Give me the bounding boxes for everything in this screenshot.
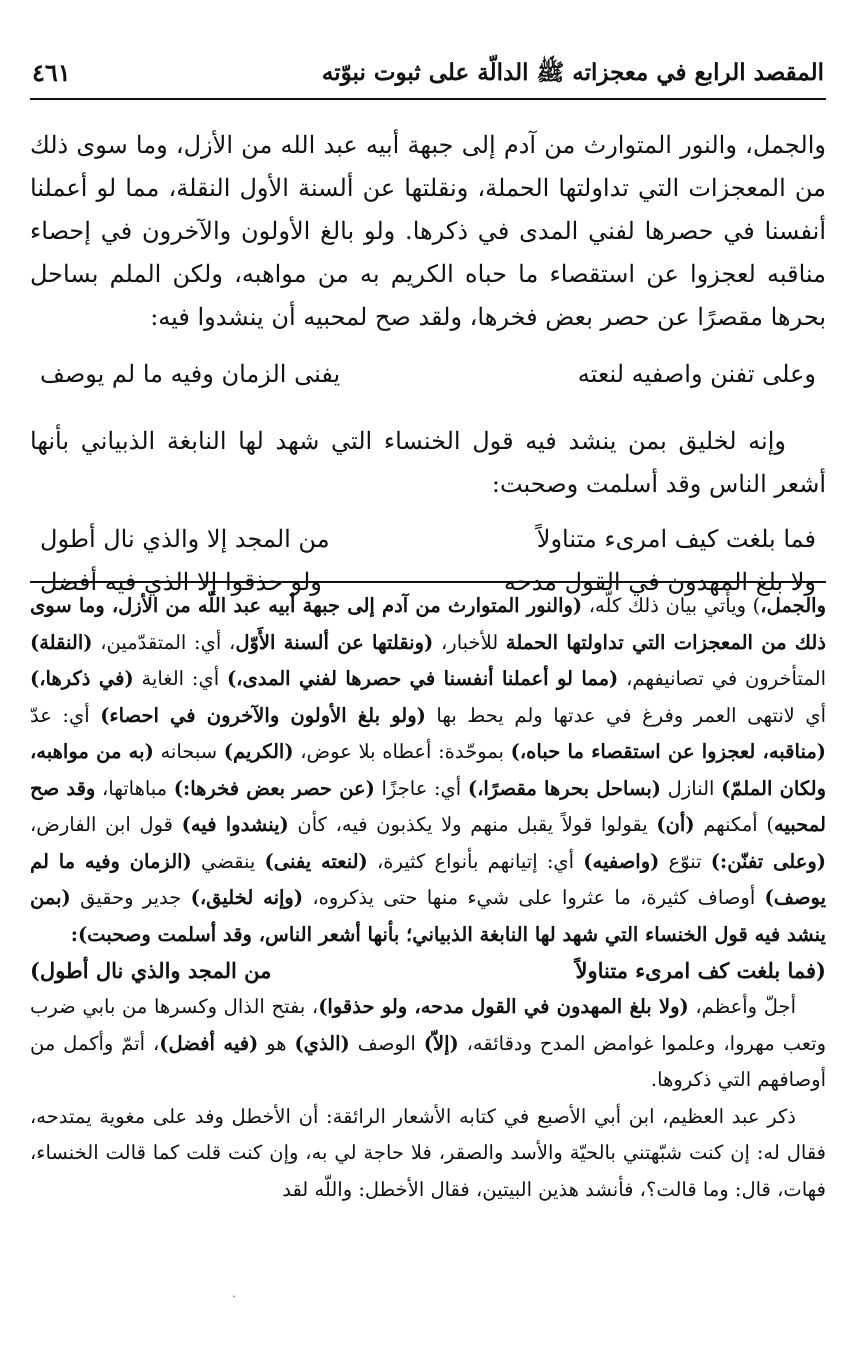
quoted-text-run: (ولو بلغ الأولون والآخرون في احصاء) — [100, 703, 426, 727]
book-page — [30, 48, 826, 1338]
commentary-text-run: ) أمكنهم — [694, 813, 774, 836]
quoted-text-run: (الذي) — [294, 1031, 350, 1055]
main-paragraph-1: والجمل، والنور المتوارث من آدم إلى جبهة أبيه عبد الله من الأزل، وما سوى ذلك من المعجزات التي تداولتها الحملة، ونقلتها عن ألسنة الأول النقلة، مما لو أعملنا أنفسنا في حصرها لفني المدى في ذكرها. ولو بالغ الأولون والآخرون في إحصاء مناقبه لعجزوا عن استقصاء ما حباه الكريم به من مواهبه، ولكن الملم بساحل بحرها مقصرًا عن حصر بعض فخرها، ولقد صح لمحبيه أن ينشدوا فيه: — [30, 131, 826, 331]
quoted-text-run: (بساحل بحرها مقصرًا،) — [467, 776, 662, 800]
header-title: المقصد الرابع في معجزاته ﷺ الدالّة على ثبوت نبوّته — [321, 59, 824, 86]
commentary-text-run: أي: إتيانهم بأنواع كثيرة، — [367, 849, 584, 873]
commentary-text-run: يقولوا قولاً يقبل منهم ولا يكذبون فيه، كأن — [288, 813, 657, 836]
quoted-text-run: (ونقلتها عن ألسنة الأَوّل — [235, 630, 434, 654]
commentary-text-run: ينقضي — [191, 849, 265, 873]
commentary-text-run: أي: عاجزًا — [374, 776, 468, 800]
quoted-text-run: (لنعته يفنى) — [264, 849, 368, 873]
commentary-text-run: أي: الغاية — [133, 667, 227, 690]
quoted-text-run: (الزمان وفيه ما لم يوصف) — [30, 849, 827, 909]
hemistich-right: فما بلغت كيف امرىء متناولاً — [536, 525, 816, 553]
verse-line — [30, 353, 826, 396]
commentary-text-run: قول ابن الفارض، — [30, 813, 182, 836]
quoted-text-run: (به من مواهبه، ولكان الملمّ) — [30, 740, 826, 800]
commentary-paragraph-2 — [30, 989, 826, 1099]
commentary-paragraph-3: ذكر عبد العظيم، ابن أبي الأصبع في كتابه الأشعار الرائقة: أن الأخطل وفد على مغوية يمتدحه، فقال له: إن كنت شبّهتني بالحيّة والأسد والصقر، فلا حاجة لي به، وإن كنت قلت كما قالت الخنساء، فهات، قال: وما قالت؟، فأنشد هذين البيتين، فقال الأخطل: واللّه لقد — [30, 1104, 826, 1201]
quoted-text-run: والجمل، — [760, 594, 826, 617]
commentary-paragraph-1 — [30, 588, 826, 953]
hemistich-right: (فما بلغت كف امرىء متناولاً — [575, 958, 826, 983]
hemistich-left: من المجد إلا والذي نال أطول — [40, 525, 330, 553]
commentary-text-run: ، أتمّ وأكمل من أوصافهم التي ذكروها. — [30, 1031, 826, 1091]
hemistich-left: ولو حذقوا إلا الذي فيه أفضل — [40, 568, 322, 596]
hemistich-left: يفنى الزمان وفيه ما لم يوصف — [40, 360, 341, 388]
commentary-text-run: تنوّع — [659, 849, 711, 873]
commentary-text-run: ) ويأتي بيان ذلك كلّه، — [582, 594, 761, 617]
quoted-text-run: (النقلة) — [30, 630, 93, 654]
header-rule — [30, 98, 826, 100]
commentary-text-run: الوصف — [349, 1031, 424, 1055]
commentary — [30, 588, 826, 1208]
verse-line — [30, 518, 826, 561]
running-header — [30, 56, 826, 96]
commentary-text-run: بموحّدة: أعطاه بلا عوض، — [293, 740, 511, 763]
commentary-text-run: أوصاف كثيرة، ما عثروا على شيء منها حتى يذكروه، — [303, 886, 765, 909]
quoted-text-run: (مما لو أعملنا أنفسنا في حصرها لفني المدى،) — [226, 667, 619, 690]
stray-mark: ˎ — [232, 1284, 236, 1298]
hemistich-left: من المجد والذي نال أطول) — [30, 958, 272, 983]
commentary-text-run: النازل — [661, 776, 722, 800]
commentary-verse — [30, 953, 826, 989]
commentary-text-run: ، بفتح الذال وكسرها من بابي ضرب وتعب مهروا، وعلموا غوامض المدح ودقائقه، — [30, 995, 826, 1055]
quoted-text-run: (أن) — [656, 813, 695, 836]
quoted-text-run: (عن حصر بعض فخرها:) — [173, 776, 375, 800]
quoted-text-run: (في ذكرها،) — [30, 667, 134, 690]
quoted-text-run: (والنور المتوارث من آدم إلى جبهة أبيه عبد اللّه من الأزل، وما سوى ذلك من المعجزات التي تداولتها الحملة — [30, 594, 826, 654]
page-number: ٤٦١ — [32, 58, 71, 87]
hemistich-right: وعلى تفنن واصفيه لنعته — [577, 360, 816, 388]
commentary-text-run: المتأخرون في تصانيفهم، — [618, 667, 826, 690]
quoted-text-run: (إلاّ) — [423, 1031, 459, 1055]
quoted-text-run: (ينشدوا فيه) — [181, 813, 289, 836]
commentary-text-run: أي لانتهى العمر وفرغ في عدتها ولم يحط بها — [425, 703, 826, 727]
commentary-text-run: أي: عدّ — [30, 703, 101, 727]
hemistich-right: ولا بلغ المهدون في القول مدحه — [503, 568, 816, 596]
main-paragraph-2: وإنه لخليق بمن ينشد فيه قول الخنساء التي شهد لها النابغة الذبياني بأنها أشعر الناس وقد أسلمت وصحبت: — [30, 427, 826, 498]
commentary-text-run: للأخبار، — [433, 630, 506, 654]
quoted-text-run: (فيه أفضل) — [159, 1031, 259, 1055]
commentary-text-run: ، أي: المتقدّمين، — [92, 630, 236, 654]
commentary-text-run: هو — [258, 1031, 295, 1055]
quoted-text-run: (وإنه لخليق،) — [190, 886, 304, 909]
verse-1 — [30, 353, 826, 396]
quoted-text-run: (واصفيه) — [583, 849, 660, 873]
commentary-text-run: جدير وحقيق — [70, 886, 191, 909]
quoted-text-run: (ولا بلغ المهدون في القول مدحه، ولو حذقوا) — [318, 995, 689, 1018]
quoted-text-run: (مناقبه، لعجزوا عن استقصاء ما حباه،) — [510, 740, 826, 763]
commentary-text-run: مباهاتها، — [95, 776, 174, 800]
quoted-text-run: وقد صح لمحبيه — [30, 776, 826, 836]
text-commentary-divider — [30, 581, 826, 583]
commentary-text-run: أجلّ وأعظم، — [688, 995, 796, 1018]
quoted-text-run: (الكريم) — [223, 740, 294, 763]
quoted-text-run: (وعلى تفنّن:) — [710, 849, 826, 873]
quoted-text-run: (بمن ينشد فيه قول الخنساء التي شهد لها النابغة الذبياني؛ بأنها أشعر الناس، وقد أسلمت وصحبت): — [30, 886, 826, 946]
commentary-text-run: سبحانه — [153, 740, 224, 763]
